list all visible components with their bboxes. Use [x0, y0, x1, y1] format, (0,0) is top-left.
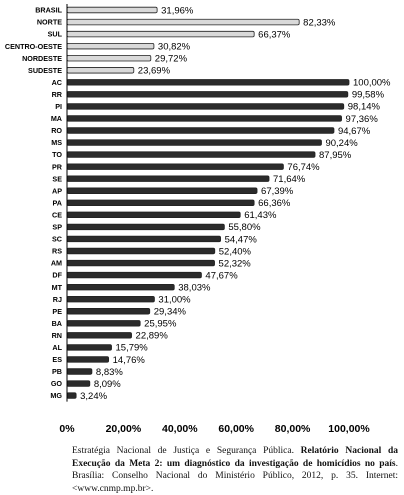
x-tick-label: 0% [59, 423, 75, 435]
category-label: RN [51, 330, 62, 340]
bar [67, 140, 321, 146]
data-label: 47,67% [205, 270, 238, 282]
data-label: 52,32% [218, 258, 251, 270]
caption-rest: . Brasília: Conselho Nacional do Ministério Público, 2012, p. 35. Internet: <www.cnmp.mp.br>. [72, 458, 398, 494]
bar [67, 236, 221, 242]
category-label: MA [50, 114, 62, 124]
data-label: 55,80% [228, 222, 261, 234]
data-label: 31,96% [161, 5, 194, 17]
data-label: 54,47% [224, 234, 257, 246]
data-label: 76,74% [287, 161, 320, 173]
bar [67, 19, 299, 25]
category-label: AP [52, 186, 62, 196]
x-tick-label: 100,00% [328, 423, 370, 435]
data-label: 82,33% [303, 17, 336, 29]
category-label: CENTRO-OESTE [4, 41, 62, 51]
data-label: 30,82% [157, 41, 191, 53]
data-label: 3,24% [80, 390, 108, 402]
bar [67, 188, 257, 194]
category-label: BA [51, 318, 62, 328]
bar [67, 357, 109, 363]
bar [67, 345, 112, 351]
bar [67, 260, 215, 266]
category-label: RS [52, 246, 62, 256]
bar [67, 152, 315, 158]
category-label: MG [50, 391, 62, 401]
data-label: 52,40% [218, 246, 252, 258]
bar [67, 176, 269, 182]
category-label: PR [52, 162, 62, 172]
data-label: 99,58% [351, 89, 385, 101]
category-label: CE [52, 210, 62, 220]
category-label: BRASIL [35, 5, 62, 15]
data-label: 94,67% [337, 125, 371, 137]
bar [67, 308, 150, 314]
bar [67, 333, 132, 339]
bar [67, 116, 342, 122]
bar [67, 224, 224, 230]
bars-group [5, 5, 391, 402]
data-label: 22,89% [135, 330, 168, 342]
bar [67, 31, 254, 37]
bar [67, 393, 76, 399]
category-label: MT [51, 282, 62, 292]
data-label: 67,39% [261, 186, 294, 198]
data-label: 100,00% [353, 77, 391, 89]
data-label: 97,36% [345, 113, 378, 125]
bar [67, 272, 201, 278]
category-label: SUDESTE [28, 65, 62, 75]
data-label: 29,72% [154, 53, 188, 65]
bar [67, 92, 348, 98]
bar [67, 248, 215, 254]
category-label: RO [51, 126, 62, 136]
data-label: 29,34% [153, 306, 186, 318]
bar [67, 284, 174, 290]
category-label: SUL [47, 29, 62, 39]
bar [67, 128, 334, 134]
data-label: 15,79% [115, 342, 148, 354]
category-label: AL [52, 343, 62, 352]
data-label: 8,09% [93, 378, 121, 390]
bar [67, 67, 134, 73]
category-label: PE [52, 306, 62, 316]
bar [67, 212, 240, 218]
data-label: 38,03% [178, 282, 211, 294]
data-label: 8,83% [95, 366, 123, 378]
category-label: SC [52, 234, 62, 244]
category-label: PA [52, 198, 62, 208]
bar [67, 164, 283, 170]
x-axis-ticks [59, 423, 370, 435]
data-label: 66,36% [258, 198, 291, 210]
x-tick-label: 20,00% [105, 423, 142, 435]
bar [67, 7, 157, 13]
data-label: 61,43% [244, 210, 277, 222]
bar [67, 43, 154, 49]
caption-title: Relatório Nacional da Execução da Meta 2: um diagnóstico da investigação de homicídios no país [72, 446, 398, 469]
data-label: 23,69% [137, 65, 171, 77]
bar [67, 321, 140, 327]
category-label: DF [52, 270, 62, 280]
category-label: RJ [52, 294, 62, 304]
bar [67, 381, 90, 387]
bar [67, 80, 349, 86]
data-label: 90,24% [325, 137, 358, 149]
data-label: 25,95% [144, 318, 177, 330]
category-label: TO [52, 150, 62, 160]
data-label: 87,95% [319, 149, 352, 161]
bar [67, 369, 92, 375]
category-label: SP [52, 222, 62, 232]
data-label: 66,37% [258, 29, 291, 41]
category-label: AC [51, 77, 62, 87]
x-tick-label: 60,00% [218, 423, 255, 435]
bar [67, 55, 151, 61]
category-label: PB [52, 367, 62, 377]
x-tick-label: 40,00% [161, 423, 198, 435]
category-label: SE [52, 174, 62, 184]
category-label: GO [50, 379, 62, 389]
category-label: MS [51, 138, 62, 148]
data-label: 14,76% [112, 354, 145, 366]
data-label: 98,14% [347, 101, 380, 113]
category-label: NORTE [36, 17, 62, 27]
bar [67, 200, 254, 206]
category-label: AM [50, 258, 62, 268]
category-label: ES [52, 355, 62, 365]
category-label: NORDESTE [22, 53, 62, 63]
bar [67, 104, 344, 110]
bar [67, 296, 154, 302]
category-label: PI [55, 102, 62, 111]
data-label: 71,64% [273, 174, 306, 185]
caption-source: Estratégia Nacional de Justiça e Segurança Pública. [72, 446, 294, 456]
data-label: 31,00% [158, 294, 191, 306]
x-tick-label: 80,00% [274, 423, 311, 435]
category-label: RR [51, 89, 62, 99]
